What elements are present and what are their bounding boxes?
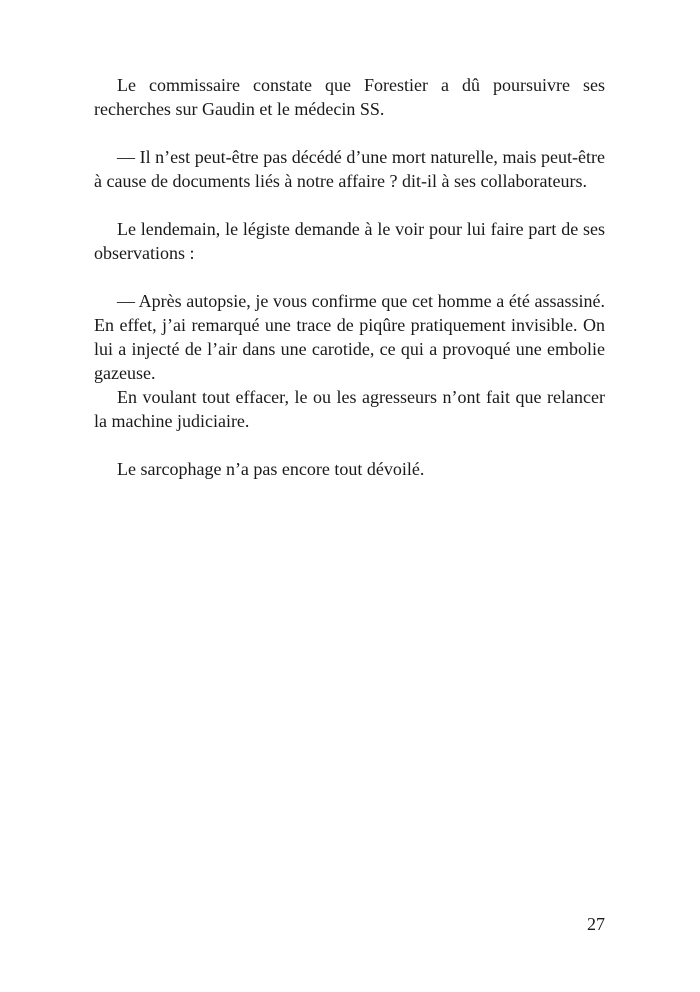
paragraph-gap	[94, 265, 605, 289]
paragraph-2: — Il n’est peut-être pas décédé d’une mort naturelle, mais peut-être à cause de documents liés à notre affaire ? dit-il à ses collaborateurs.	[94, 147, 605, 191]
paragraph-3: Le lendemain, le légiste demande à le voir pour lui faire part de ses observations :	[94, 219, 605, 263]
page-number: 27	[587, 914, 605, 934]
paragraph-5: En voulant tout effacer, le ou les agresseurs n’ont fait que relancer la machine judiciaire.	[94, 387, 605, 431]
paragraph-6: Le sarcophage n’a pas encore tout dévoilé.	[117, 459, 425, 479]
paragraph-gap	[94, 193, 605, 217]
paragraph-gap	[94, 121, 605, 145]
body-text	[94, 73, 605, 481]
paragraph-1: Le commissaire constate que Forestier a dû poursuivre ses recherches sur Gaudin et le médecin SS.	[94, 75, 605, 119]
paragraph-4: — Après autopsie, je vous confirme que cet homme a été assassiné. En effet, j’ai remarqué une trace de piqûre pratiquement invisible. On lui a injecté de l’air dans une carotide, ce qui a provoqué une embolie gazeuse.	[94, 291, 605, 383]
paragraph-gap	[94, 433, 605, 457]
